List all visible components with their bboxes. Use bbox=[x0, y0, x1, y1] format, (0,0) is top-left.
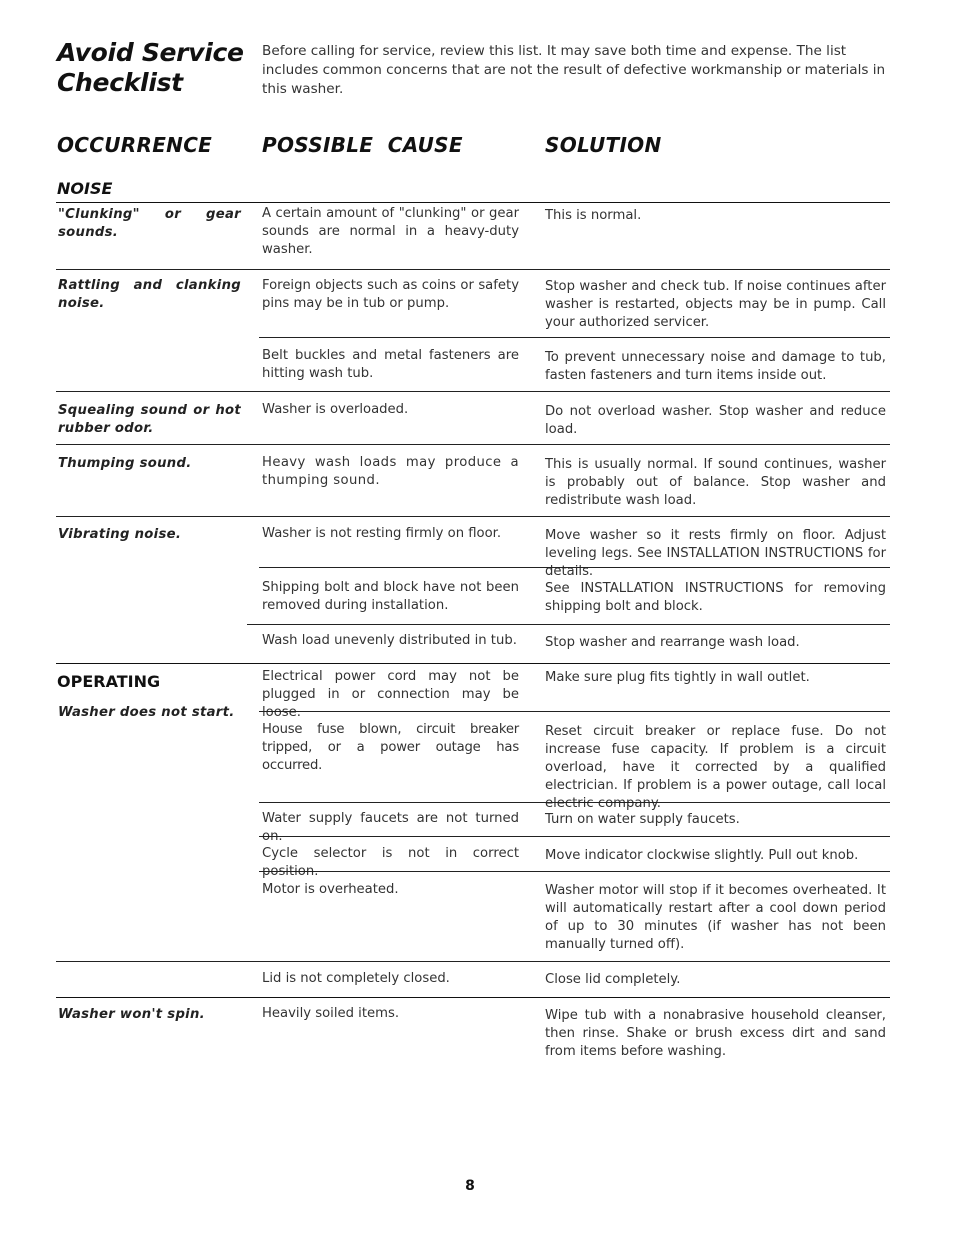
solution-text: Stop washer and rearrange wash load. bbox=[545, 635, 800, 650]
divider bbox=[259, 337, 890, 338]
solution-text: Washer motor will stop if it becomes overheated. It will automatically restart after a cool down period of up to 30 minutes (if washer has not been manually turned off). bbox=[545, 883, 886, 952]
page-title: Avoid Service Checklist bbox=[57, 38, 244, 97]
section-heading-operating: OPERATING bbox=[57, 672, 161, 691]
solution-text: See INSTALLATION INSTRUCTIONS for removing shipping bolt and block. bbox=[545, 581, 886, 614]
cause-text: Washer is not resting firmly on floor. bbox=[262, 526, 502, 541]
divider bbox=[259, 836, 890, 837]
cause-text: Wash load unevenly distributed in tub. bbox=[262, 633, 517, 648]
intro-paragraph: Before calling for service, review this list. It may save both time and expense. The list includes common concerns that are not the result of defective workmanship or materials in this washer. bbox=[262, 43, 886, 97]
divider bbox=[259, 711, 890, 712]
cause-text: House fuse blown, circuit breaker tripped, or a power outage has occurred. bbox=[262, 722, 519, 773]
divider bbox=[56, 202, 890, 203]
cause-text: Washer is overloaded. bbox=[262, 402, 409, 417]
divider bbox=[56, 516, 890, 517]
divider bbox=[56, 663, 890, 664]
occurrence-vibrating: Vibrating noise. bbox=[58, 527, 182, 542]
occurrence-rattling: Rattling and clanking noise. bbox=[58, 278, 241, 311]
cause-text: Belt buckles and metal fasteners are hitting wash tub. bbox=[262, 348, 519, 381]
solution-text: Do not overload washer. Stop washer and reduce load. bbox=[545, 404, 886, 437]
solution-text: Close lid completely. bbox=[545, 972, 681, 987]
divider bbox=[259, 871, 890, 872]
solution-text: This is normal. bbox=[545, 208, 642, 223]
occurrence-clunking: "Clunking" or gear sounds. bbox=[58, 207, 241, 240]
divider bbox=[56, 269, 890, 270]
cause-text: Foreign objects such as coins or safety pins may be in tub or pump. bbox=[262, 278, 519, 311]
solution-text: Turn on water supply faucets. bbox=[545, 812, 740, 827]
page-number: 8 bbox=[465, 1178, 475, 1194]
solution-text: Reset circuit breaker or replace fuse. Do not increase fuse capacity. If problem is a circuit overload, have it corrected by a qualified electrician. If problem is a power outage, call local electric company. bbox=[545, 724, 886, 811]
cause-text: Lid is not completely closed. bbox=[262, 971, 450, 986]
column-heading-solution: SOLUTION bbox=[545, 133, 662, 157]
divider bbox=[259, 567, 890, 568]
solution-text: This is usually normal. If sound continues, washer is probably out of balance. Stop washer and redistribute wash load. bbox=[545, 457, 886, 508]
occurrence-does-not-start: Washer does not start. bbox=[58, 705, 235, 720]
solution-text: Make sure plug fits tightly in wall outlet. bbox=[545, 670, 810, 685]
solution-text: Wipe tub with a nonabrasive household cleanser, then rinse. Shake or brush excess dirt and sand from items before washing. bbox=[545, 1008, 886, 1059]
cause-text: Water supply faucets are not turned on. bbox=[262, 811, 519, 844]
section-heading-noise: NOISE bbox=[57, 179, 113, 198]
cause-text: Motor is overheated. bbox=[262, 882, 399, 897]
occurrence-wont-spin: Washer won't spin. bbox=[58, 1007, 205, 1022]
divider bbox=[259, 802, 890, 803]
cause-text: Electrical power cord may not be plugged in or connection may be loose. bbox=[262, 669, 519, 720]
solution-text: Stop washer and check tub. If noise continues after washer is restarted, objects may be in pump. Call your authorized servicer. bbox=[545, 279, 886, 330]
cause-text: Shipping bolt and block have not been removed during installation. bbox=[262, 580, 519, 613]
cause-text: Cycle selector is not in correct position. bbox=[262, 846, 519, 879]
occurrence-squealing: Squealing sound or hot rubber odor. bbox=[58, 403, 241, 436]
divider bbox=[56, 391, 890, 392]
cause-text: A certain amount of "clunking" or gear sounds are normal in a heavy-duty washer. bbox=[262, 206, 519, 257]
divider bbox=[56, 961, 890, 962]
divider bbox=[56, 997, 890, 998]
solution-text: Move washer so it rests firmly on floor. Adjust leveling legs. See INSTALLATION INSTRUCTIONS for details. bbox=[545, 528, 886, 579]
solution-text: To prevent unnecessary noise and damage to tub, fasten fasteners and turn items inside out. bbox=[545, 350, 886, 383]
divider bbox=[56, 444, 890, 445]
column-heading-cause: POSSIBLE CAUSE bbox=[262, 133, 463, 157]
divider bbox=[247, 624, 890, 625]
solution-text: Move indicator clockwise slightly. Pull out knob. bbox=[545, 848, 859, 863]
cause-text: Heavy wash loads may produce a thumping sound. bbox=[262, 455, 519, 488]
occurrence-thumping: Thumping sound. bbox=[58, 456, 192, 471]
cause-text: Heavily soiled items. bbox=[262, 1006, 400, 1021]
column-heading-occurrence: OCCURRENCE bbox=[57, 133, 213, 157]
